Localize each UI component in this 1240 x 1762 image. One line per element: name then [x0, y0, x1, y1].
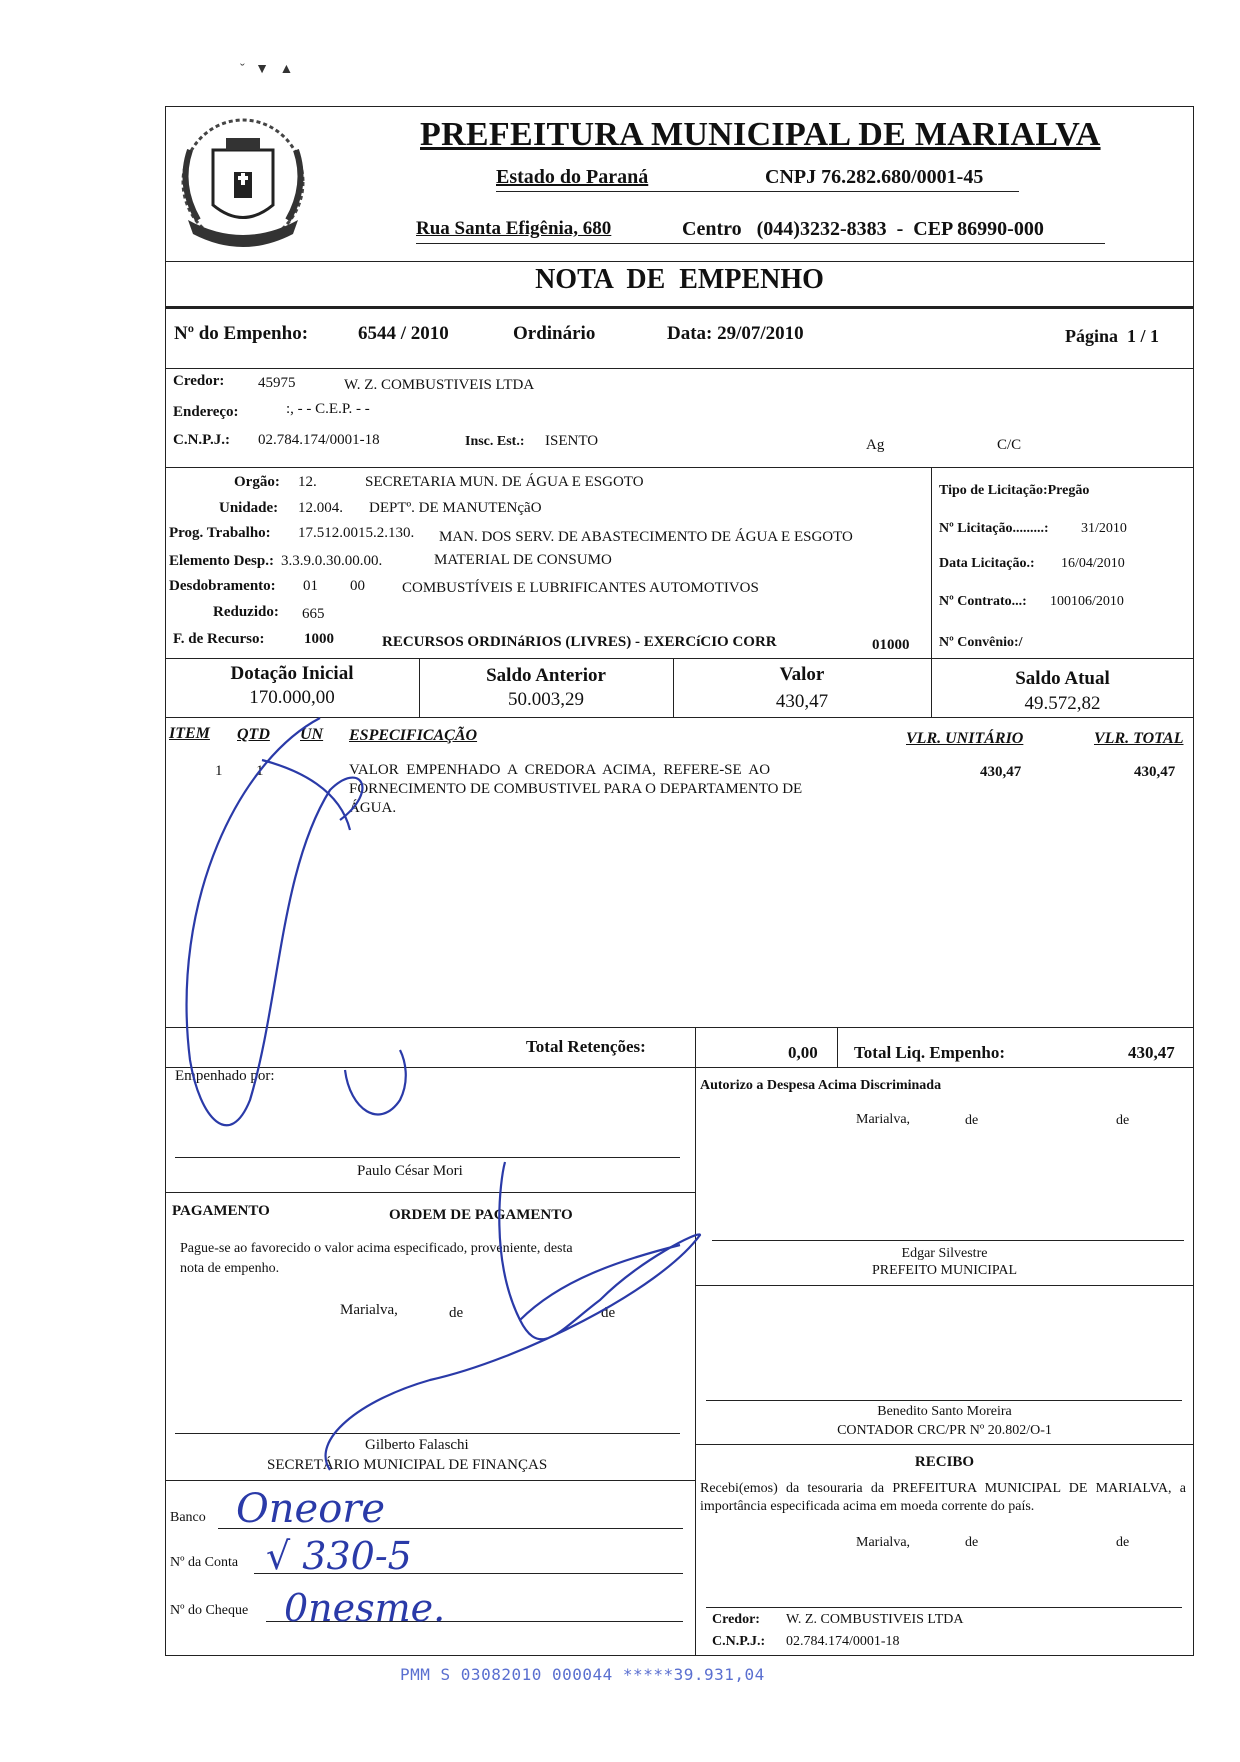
col-total-value: VLR. TOTAL: [1094, 730, 1184, 747]
creditor-cnpj: 02.784.174/0001-18: [258, 432, 380, 448]
creditor-address: :, - - C.E.P. - -: [286, 401, 370, 417]
liquid-label: Total Liq. Empenho:: [854, 1043, 1005, 1062]
ordem-pagamento-title: ORDEM DE PAGAMENTO: [389, 1207, 573, 1223]
empenho-type: Ordinário: [513, 323, 596, 344]
pagamento-title: PAGAMENTO: [172, 1203, 270, 1219]
desdob-label: Desdobramento:: [169, 578, 276, 594]
page-title: PREFEITURA MUNICIPAL DE MARIALVA: [420, 116, 1101, 153]
payment-place: Marialva,: [340, 1302, 398, 1318]
empenho-number: 6544 / 2010: [358, 323, 449, 344]
elemento-name: MATERIAL DE CONSUMO: [434, 552, 612, 568]
recurso-label: F. de Recurso:: [173, 631, 265, 647]
state-name: Estado do Paraná: [496, 166, 649, 188]
licitacao-type: Tipo de Licitação:Pregão: [939, 483, 1090, 498]
address-label: Endereço:: [173, 404, 239, 420]
liquid-value: 430,47: [1128, 1043, 1175, 1062]
receipt-de1: de: [965, 1535, 979, 1550]
cheque-label: Nº do Cheque: [170, 1603, 249, 1618]
item-number: 1: [215, 763, 223, 779]
mayor-name: Edgar Silvestre: [901, 1246, 988, 1261]
valor-value: 430,47: [775, 691, 829, 712]
payment-de2: de: [601, 1305, 616, 1321]
item-unit-value: 430,47: [980, 764, 1022, 780]
dotacao-label: Dotação Inicial: [230, 663, 354, 684]
reduzido-label: Reduzido:: [213, 604, 279, 620]
banco-handwriting: Oneore: [236, 1486, 386, 1532]
item-spec-line3: ÁGUA.: [349, 800, 397, 816]
unidade-name: DEPTº. DE MANUTENçãO: [369, 500, 542, 516]
orgao-code: 12.: [298, 474, 317, 490]
item-total-value: 430,47: [1134, 764, 1176, 780]
col-unit-value: VLR. UNITÁRIO: [906, 730, 1024, 747]
saldo-atual-label: Saldo Atual: [1015, 668, 1110, 689]
col-spec: ESPECIFICAÇÃO: [349, 727, 478, 744]
accountant-title: CONTADOR CRC/PR Nº 20.802/O-1: [837, 1423, 1052, 1438]
col-item: ITEM: [169, 725, 210, 742]
col-un: UN: [300, 726, 324, 743]
street-address: Rua Santa Efigênia, 680: [416, 218, 612, 239]
payment-de1: de: [449, 1305, 464, 1321]
bank-stamp: PMM S 03082010 000044 *****39.931,04: [400, 1665, 765, 1684]
receipt-cnpj-label: C.N.P.J.:: [712, 1634, 766, 1649]
scan-marks: ˇ ▼ ▲: [240, 62, 294, 77]
authorization-text: Autorizo a Despesa Acima Discriminada: [700, 1078, 942, 1093]
orgao-name: SECRETARIA MUN. DE ÁGUA E ESGOTO: [365, 474, 644, 490]
accountant-name: Benedito Santo Moreira: [877, 1404, 1012, 1419]
saldo-atual-value: 49.572,82: [1024, 693, 1101, 714]
empenhado-name: Paulo César Mori: [357, 1163, 463, 1179]
creditor-label: Credor:: [173, 373, 225, 389]
payment-text-line1: Pague-se ao favorecido o valor acima especificado, proveniente, desta: [180, 1241, 573, 1256]
cheque-handwriting: 0nesme.: [284, 1586, 446, 1630]
receipt-cnpj: 02.784.174/0001-18: [786, 1634, 900, 1649]
banco-label: Banco: [170, 1510, 206, 1525]
licitacao-date-label: Data Licitação.:: [939, 556, 1035, 571]
desdob-code1: 01: [303, 578, 318, 594]
item-spec-line1: VALOR EMPENHADO A CREDORA ACIMA, REFERE-SE AO: [349, 762, 771, 778]
conta-label: Nº da Conta: [170, 1555, 239, 1570]
secretary-title: SECRETÁRIO MUNICIPAL DE FINANÇAS: [267, 1457, 548, 1473]
address-contact: Centro (044)3232-8383 - CEP 86990-000: [682, 218, 1044, 240]
dotacao-value: 170.000,00: [249, 687, 335, 708]
creditor-code: 45975: [258, 375, 296, 391]
recurso-code2: 01000: [872, 637, 910, 653]
document-title: NOTA DE EMPENHO: [535, 264, 824, 295]
saldo-anterior-label: Saldo Anterior: [486, 665, 606, 686]
receipt-de2: de: [1116, 1535, 1130, 1550]
contract-number-label: Nº Contrato...:: [939, 594, 1027, 609]
recurso-code: 1000: [304, 631, 334, 647]
contract-number: 100106/2010: [1050, 594, 1124, 609]
retencoes-value: 0,00: [788, 1043, 818, 1062]
prog-name: MAN. DOS SERV. DE ABASTECIMENTO DE ÁGUA E ESGOTO: [439, 529, 853, 545]
creditor-cnpj-label: C.N.P.J.:: [173, 432, 230, 448]
receipt-title: RECIBO: [914, 1454, 975, 1470]
mayor-title: PREFEITO MUNICIPAL: [871, 1263, 1018, 1278]
prog-code: 17.512.0015.2.130.: [298, 525, 415, 541]
header-cnpj: CNPJ 76.282.680/0001-45: [765, 166, 984, 188]
receipt-place: Marialva,: [856, 1535, 911, 1550]
empenho-date: Data: 29/07/2010: [667, 323, 804, 344]
prog-label: Prog. Trabalho:: [169, 525, 271, 541]
agency-label: Ag: [866, 437, 885, 453]
convenio: Nº Convênio:/: [939, 635, 1023, 650]
item-qty: 1: [256, 763, 264, 779]
account-label: C/C: [997, 437, 1022, 453]
conta-handwriting: √ 330-5: [266, 1534, 412, 1578]
page-number: Página 1 / 1: [1065, 326, 1160, 346]
col-qtd: QTD: [237, 726, 270, 743]
desdob-name: COMBUSTÍVEIS E LUBRIFICANTES AUTOMOTIVOS: [402, 580, 759, 596]
receipt-text: Recebi(emos) da tesouraria da PREFEITURA MUNICIPAL DE MARIALVA, a importância especificada acima em moeda corrente do país.: [700, 1481, 1186, 1514]
state-registration: ISENTO: [545, 433, 599, 449]
licitacao-number: 31/2010: [1081, 521, 1127, 536]
orgao-label: Orgão:: [234, 474, 280, 490]
elemento-code: 3.3.9.0.30.00.00.: [281, 553, 383, 569]
unidade-label: Unidade:: [219, 500, 279, 516]
secretary-name: Gilberto Falaschi: [365, 1437, 469, 1453]
receipt-credor: W. Z. COMBUSTIVEIS LTDA: [786, 1612, 964, 1627]
payment-text-line2: nota de empenho.: [180, 1261, 280, 1276]
licitacao-date: 16/04/2010: [1061, 556, 1125, 571]
unidade-code: 12.004.: [298, 500, 343, 516]
valor-label: Valor: [779, 664, 825, 685]
creditor-name: W. Z. COMBUSTIVEIS LTDA: [344, 377, 535, 393]
auth-place: Marialva,: [856, 1112, 911, 1127]
state-registration-label: Insc. Est.:: [465, 434, 525, 449]
receipt-credor-label: Credor:: [712, 1612, 760, 1627]
elemento-label: Elemento Desp.:: [169, 553, 274, 569]
auth-de1: de: [965, 1113, 979, 1128]
retencoes-label: Total Retenções:: [526, 1037, 646, 1056]
licitacao-number-label: Nº Licitação.........:: [939, 521, 1049, 536]
empenho-number-label: Nº do Empenho:: [174, 323, 309, 344]
item-spec-line2: FORNECIMENTO DE COMBUSTIVEL PARA O DEPARTAMENTO DE: [349, 781, 803, 797]
auth-de2: de: [1116, 1113, 1130, 1128]
saldo-anterior-value: 50.003,29: [508, 689, 584, 710]
desdob-code2: 00: [350, 578, 365, 594]
reduzido-value: 665: [302, 606, 325, 622]
recurso-name: RECURSOS ORDINáRIOS (LIVRES) - EXERCíCIO CORR: [382, 634, 777, 650]
empenhado-label: Empenhado por:: [175, 1068, 275, 1084]
